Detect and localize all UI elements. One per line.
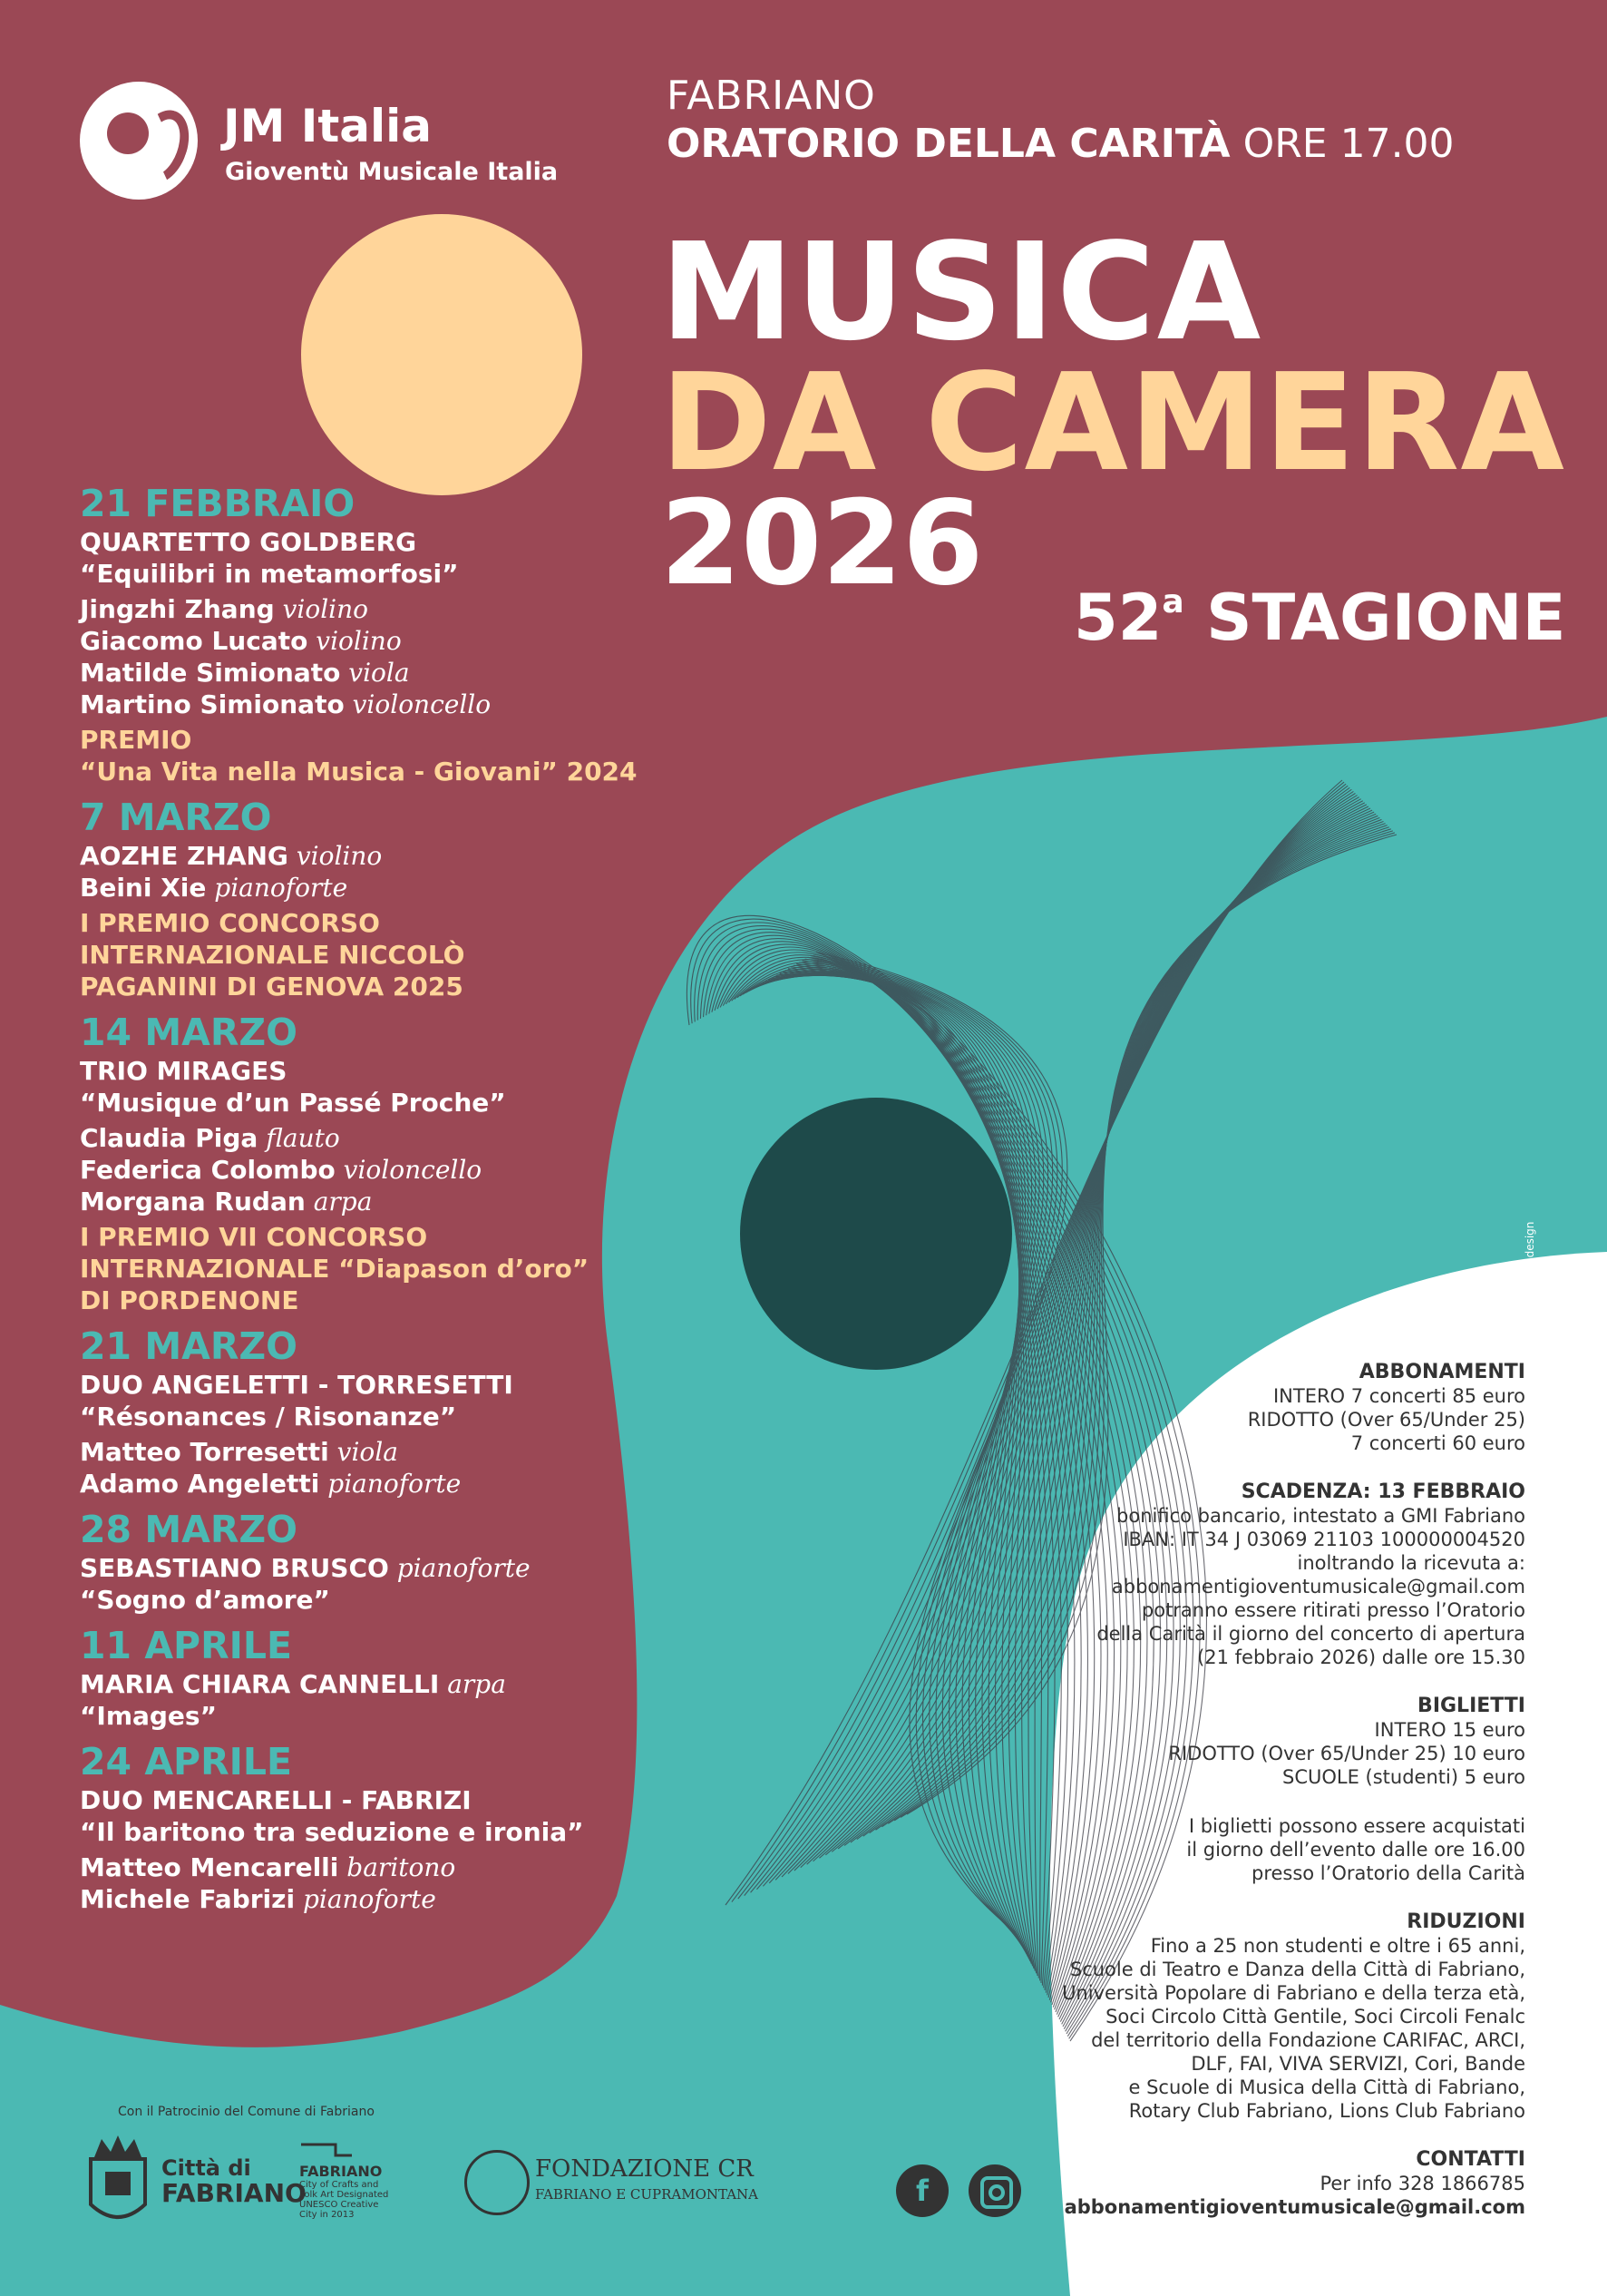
concert-program-title: “Images” — [80, 1701, 217, 1731]
season-number: 52 — [1074, 581, 1163, 655]
season — [1074, 581, 1565, 655]
acquisto-line: I biglietti possono essere acquistati — [1188, 1815, 1525, 1837]
biglietti-line: RIDOTTO (Over 65/Under 25) 10 euro — [1168, 1743, 1525, 1764]
performer-instrument: pianoforte — [396, 1553, 531, 1583]
concert-program-title: “Résonances / Risonanze” — [80, 1402, 457, 1431]
abbonamenti-heading: ABBONAMENTI — [1359, 1361, 1525, 1383]
performer-name: Giacomo Lucato — [80, 626, 308, 656]
fabriano-coat-of-arms-icon — [82, 2132, 154, 2232]
scadenza-email[interactable]: abbonamentigioventumusicale@gmail.com — [1111, 1576, 1525, 1597]
performer-row — [80, 1851, 624, 1883]
concert-prize: I PREMIO CONCORSO — [80, 908, 380, 938]
scadenza-line: potranno essere ritirati presso l’Oratorio — [1141, 1599, 1525, 1621]
scadenza-line: IBAN: IT 34 J 03069 21103 100000004520 — [1123, 1529, 1525, 1550]
concert-prize: INTERNAZIONALE “Diapason d’oro” — [80, 1254, 589, 1284]
performer-name: Beini Xie — [80, 873, 207, 903]
header-time: ORE 17.00 — [1242, 121, 1455, 167]
concert-date: 21 FEBBRAIO — [80, 482, 355, 525]
performer-name: Morgana Rudan — [80, 1187, 306, 1216]
contatti-section — [981, 2148, 1525, 2219]
contatti-email[interactable]: abbonamentigioventumusicale@gmail.com — [1064, 2196, 1525, 2218]
performer-instrument: pianoforte — [327, 1469, 462, 1499]
concert-entry — [80, 1739, 624, 1922]
performer-row — [80, 689, 624, 720]
performer-row — [80, 1436, 624, 1468]
scadenza-line: inoltrando la ricevuta a: — [1297, 1552, 1525, 1574]
concert-prize: INTERNAZIONALE NICCOLÒ — [80, 940, 465, 970]
biglietti-line: SCUOLE (studenti) 5 euro — [1282, 1766, 1525, 1788]
concert-program-title: “Sogno d’amore” — [80, 1585, 330, 1615]
concert-entry — [80, 1010, 624, 1324]
performer-name: Claudia Piga — [80, 1123, 258, 1153]
concert-date: 24 APRILE — [80, 1740, 293, 1783]
acquisto-line: presso l’Oratorio della Carità — [1251, 1862, 1525, 1884]
concert-program — [80, 481, 638, 1922]
fondazione-subtitle: FABRIANO E CUPRAMONTANA — [535, 2186, 759, 2203]
performer-name: MARIA CHIARA CANNELLI — [80, 1669, 440, 1699]
concert-program-title: “Musique d’un Passé Proche” — [80, 1088, 506, 1118]
scadenza-line: della Carità il giorno del concerto di apertura — [1096, 1623, 1525, 1645]
performer-name: Adamo Angeletti — [80, 1469, 320, 1499]
patrocinio-text: Con il Patrocinio del Comune di Fabriano — [118, 2105, 375, 2119]
riduzioni-line: Università Popolare di Fabriano e della terza età, — [1062, 1982, 1525, 2004]
biglietti-heading: BIGLIETTI — [1417, 1695, 1525, 1717]
spacer — [80, 1915, 624, 1922]
concert-prize: PAGANINI DI GENOVA 2025 — [80, 972, 463, 1001]
design-credit: DEDALO design — [1524, 1221, 1536, 1306]
tree-icon — [464, 2150, 530, 2215]
creative-subtitle: City of Crafts and Folk Art Designated UNESCO Creative City in 2013 — [299, 2180, 389, 2220]
concert-entry — [80, 795, 624, 1010]
performer-instrument: violino — [316, 626, 402, 656]
citta-line2: FABRIANO — [161, 2178, 307, 2208]
riduzioni-line: DLF, FAI, VIVA SERVIZI, Cori, Bande — [1191, 2053, 1525, 2075]
abbonamenti-section — [981, 1361, 1525, 1455]
performer-row — [80, 657, 624, 689]
spacer — [80, 787, 624, 795]
performer-instrument: violino — [282, 594, 369, 624]
spacer — [80, 1616, 624, 1623]
performer-name: Matilde Simionato — [80, 658, 341, 688]
concert-entry — [80, 1324, 624, 1507]
performer-name: Jingzhi Zhang — [80, 594, 275, 624]
jm-logo-icon — [80, 82, 198, 200]
performer-instrument: viola — [336, 1437, 398, 1467]
concert-date: 21 MARZO — [80, 1324, 298, 1368]
citta-di-fabriano — [161, 2155, 307, 2206]
performer-instrument: arpa — [313, 1187, 373, 1216]
performer-row — [80, 1883, 624, 1915]
concert-prize: DI PORDENONE — [80, 1285, 299, 1315]
concert-date: 7 MARZO — [80, 796, 272, 839]
abbonamenti-line: 7 concerti 60 euro — [1350, 1432, 1525, 1454]
riduzioni-line: Rotary Club Fabriano, Lions Club Fabriano — [1128, 2100, 1525, 2122]
spacer — [80, 1316, 624, 1324]
scadenza-line: (21 febbraio 2026) dalle ore 15.30 — [1197, 1646, 1525, 1668]
performer-row — [80, 1552, 624, 1584]
season-suffix: a — [1162, 583, 1184, 620]
fabriano-creative-city-logo — [299, 2141, 399, 2220]
season-label: STAGIONE — [1206, 581, 1566, 655]
creative-city-mark-icon — [299, 2141, 354, 2159]
performer-row — [80, 1186, 624, 1217]
concert-prize: PREMIO — [80, 725, 192, 755]
performer-instrument: violino — [296, 841, 383, 871]
performer-instrument: pianoforte — [214, 873, 348, 903]
riduzioni-line: Scuole di Teatro e Danza della Città di Fabriano, — [1069, 1959, 1525, 1980]
facebook-icon[interactable]: f — [896, 2164, 949, 2217]
acquisto-line: il giorno dell’evento dalle ore 16.00 — [1186, 1839, 1525, 1861]
abbonamenti-line: INTERO 7 concerti 85 euro — [1272, 1385, 1525, 1407]
performer-row — [80, 1154, 624, 1186]
scadenza-heading: SCADENZA: 13 FEBBRAIO — [1241, 1480, 1525, 1503]
performer-instrument: arpa — [447, 1669, 506, 1699]
performer-name: Matteo Mencarelli — [80, 1852, 339, 1882]
scadenza-section — [981, 1480, 1525, 1669]
concert-date: 28 MARZO — [80, 1508, 298, 1551]
performer-instrument: flauto — [266, 1123, 340, 1153]
info-panel — [981, 1361, 1525, 2244]
performer-row — [80, 1468, 624, 1500]
concert-entry — [80, 481, 638, 795]
creative-title: FABRIANO — [299, 2163, 383, 2180]
concert-entry — [80, 1623, 624, 1739]
biglietti-line: INTERO 15 euro — [1374, 1719, 1525, 1741]
performer-instrument: baritono — [346, 1852, 456, 1882]
concert-program-title: “Equilibri in metamorfosi” — [80, 559, 459, 589]
performer-name: Matteo Torresetti — [80, 1437, 329, 1467]
performer-instrument: violoncello — [352, 689, 492, 719]
concert-group: TRIO MIRAGES — [80, 1056, 287, 1086]
scadenza-line: bonifico bancario, intestato a GMI Fabriano — [1116, 1505, 1525, 1527]
citta-line1: Città di — [161, 2155, 251, 2181]
contatti-heading: CONTATTI — [1416, 2148, 1525, 2171]
header-venue-line — [667, 121, 1455, 167]
concert-date: 14 MARZO — [80, 1011, 298, 1054]
concert-date: 11 APRILE — [80, 1624, 293, 1667]
performer-row — [80, 1122, 624, 1154]
concert-entry — [80, 1507, 624, 1623]
concert-program-title: “Il baritono tra seduzione e ironia” — [80, 1817, 584, 1847]
biglietti-section — [981, 1695, 1525, 1789]
performer-instrument: pianoforte — [302, 1884, 436, 1914]
performer-row — [80, 872, 624, 904]
logo-name: JM Italia — [223, 100, 433, 152]
cream-circle — [301, 214, 582, 495]
riduzioni-line: Fino a 25 non studenti e oltre i 65 anni, — [1150, 1935, 1525, 1957]
concert-prize: “Una Vita nella Musica - Giovani” 2024 — [80, 757, 638, 787]
performer-name: Michele Fabrizi — [80, 1884, 296, 1914]
performer-row — [80, 1668, 624, 1700]
header-venue: ORATORIO DELLA CARITÀ — [667, 121, 1231, 167]
dark-circle — [740, 1098, 1012, 1370]
performer-name: Federica Colombo — [80, 1155, 336, 1185]
spacer — [80, 1732, 624, 1739]
concert-group: DUO MENCARELLI - FABRIZI — [80, 1785, 472, 1815]
spacer — [80, 1002, 624, 1010]
jm-italia-logo — [80, 82, 559, 200]
performer-name: SEBASTIANO BRUSCO — [80, 1553, 389, 1583]
concert-group: DUO ANGELETTI - TORRESETTI — [80, 1370, 513, 1400]
logo-subtitle: Gioventù Musicale Italia — [225, 158, 559, 186]
riduzioni-line: del territorio della Fondazione CARIFAC, ARCI, — [1091, 2029, 1525, 2051]
performer-name: Martino Simionato — [80, 689, 345, 719]
riduzioni-heading: RIDUZIONI — [1407, 1910, 1525, 1933]
abbonamenti-line: RIDOTTO (Over 65/Under 25) — [1247, 1409, 1525, 1431]
performer-name: AOZHE ZHANG — [80, 841, 288, 871]
performer-instrument: violoncello — [343, 1155, 482, 1185]
riduzioni-line: e Scuole di Musica della Città di Fabriano, — [1128, 2076, 1525, 2098]
header-city: FABRIANO — [667, 73, 876, 119]
contatti-phone[interactable]: Per info 328 1866785 — [1320, 2173, 1525, 2194]
riduzioni-section — [981, 1910, 1525, 2123]
concert-prize: I PREMIO VII CONCORSO — [80, 1222, 428, 1252]
performer-row — [80, 593, 624, 625]
title-line1: MUSICA — [660, 214, 1263, 370]
performer-instrument: viola — [348, 658, 410, 688]
performer-row — [80, 840, 624, 872]
title-year: 2026 — [660, 476, 984, 611]
performer-row — [80, 625, 624, 657]
title-line2: DA CAMERA — [660, 345, 1565, 501]
acquisto-section — [981, 1814, 1525, 1885]
spacer — [80, 1500, 624, 1507]
fondazione-name: FONDAZIONE CR — [535, 2155, 754, 2183]
instagram-icon[interactable] — [969, 2164, 1021, 2217]
concert-group: QUARTETTO GOLDBERG — [80, 527, 417, 557]
riduzioni-line: Soci Circolo Città Gentile, Soci Circoli Fenalc — [1105, 2006, 1525, 2027]
